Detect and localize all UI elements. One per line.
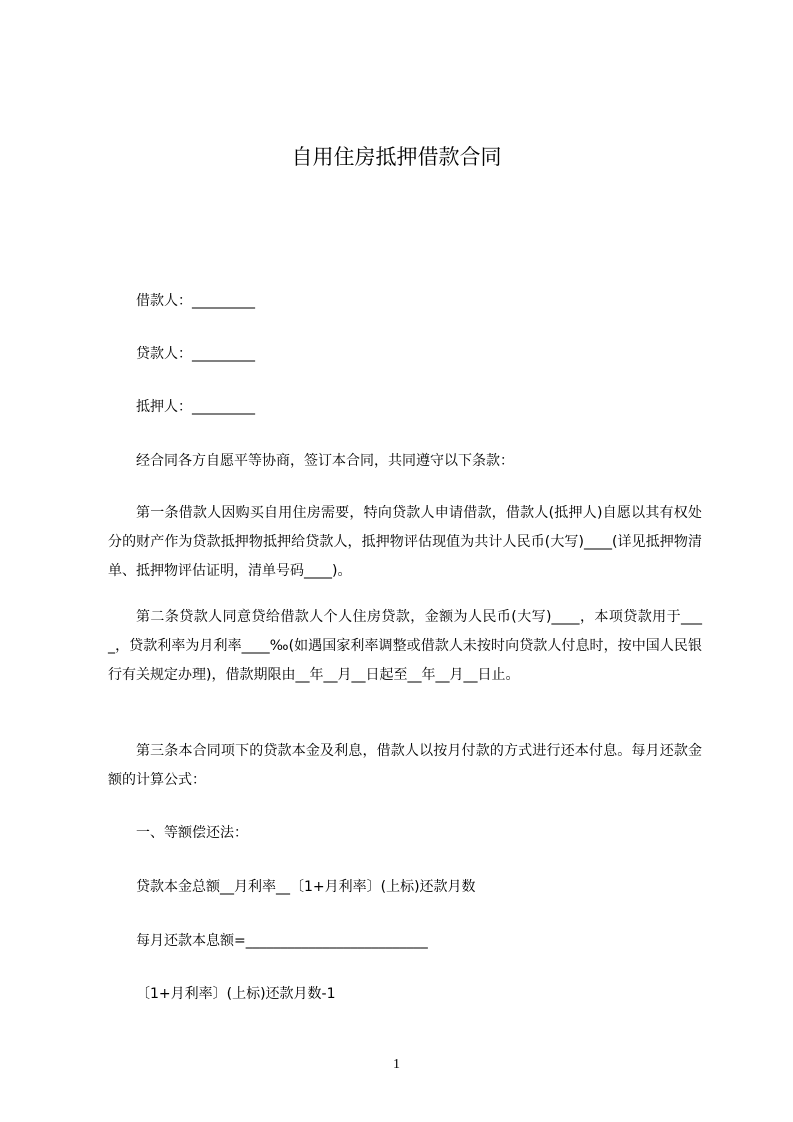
article-3: 第三条本合同项下的贷款本金及利息，借款人以按月付款的方式进行还本付息。每月还款金额的计算公式： (108, 743, 702, 788)
article-2: 第二条贷款人同意贷给借款人个人住房贷款，金额为人民币(大写)____，本项贷款用于____，贷款利率为月利率____‰(如遇国家利率调整或借款人未按时向贷款人付息时，按中国人民银行有关规定办理)，借款期限由__年__月__日起至__年__月__日止。 (108, 609, 702, 683)
document-title: 自用住房抵押借款合同 (291, 145, 502, 169)
formula-line-1: 贷款本金总额__月利率__〔1+月利率〕(上标)还款月数 (136, 879, 476, 895)
borrower-line: 借款人：_________ (136, 293, 255, 309)
page-number: 1 (393, 1057, 400, 1072)
article-1: 第一条借款人因购买自用住房需要，特向贷款人申请借款，借款人(抵押人)自愿以其有权处分的财产作为贷款抵押物抵押给贷款人，抵押物评估现值为共计人民币(大写)____(详见抵押物清单、抵押物评估证明，清单号码____)。 (108, 505, 702, 579)
preamble-text: 经合同各方自愿平等协商，签订本合同，共同遵守以下条款： (136, 453, 514, 469)
mortgagor-line: 抵押人：_________ (136, 399, 255, 415)
method-1-heading: 一、等额偿还法： (136, 825, 248, 841)
lender-line: 贷款人：_________ (136, 346, 255, 362)
formula-line-3: 〔1+月利率〕(上标)还款月数-1 (136, 986, 336, 1002)
formula-line-2: 每月还款本息额=__________________________ (136, 933, 428, 949)
